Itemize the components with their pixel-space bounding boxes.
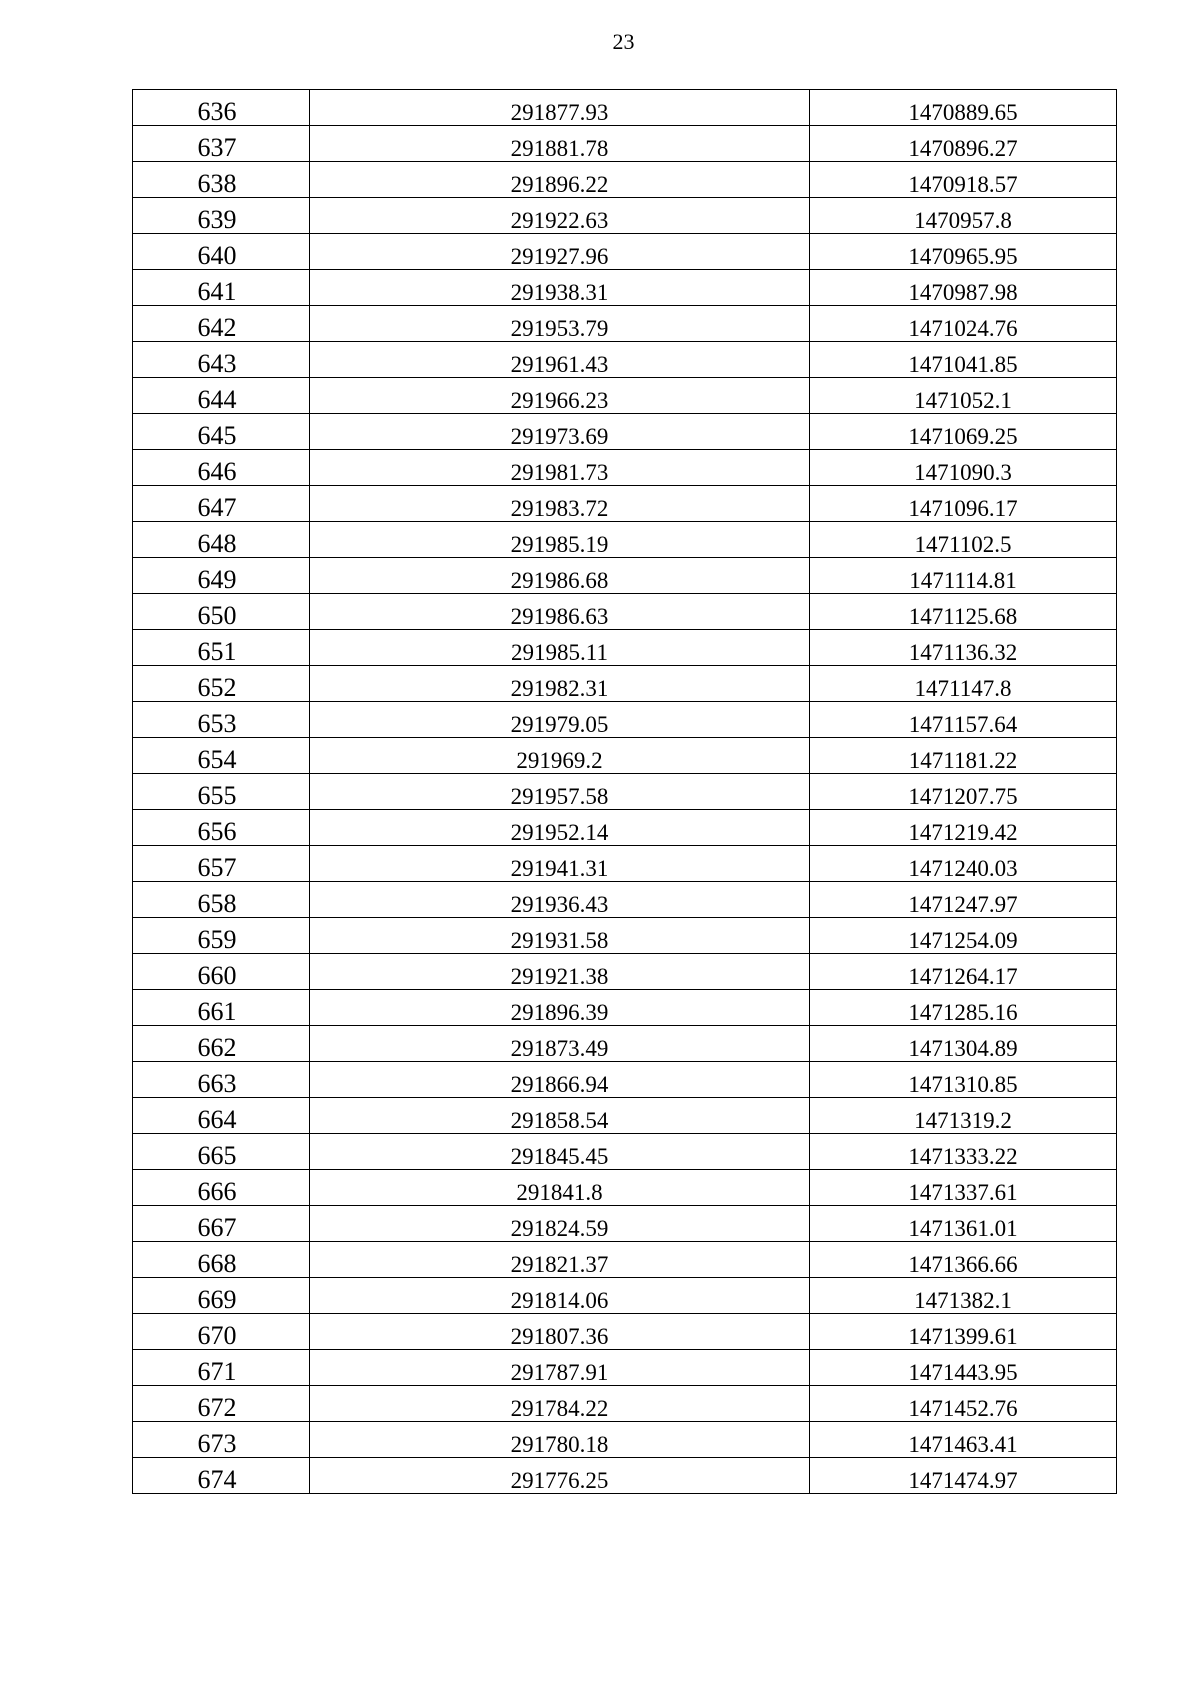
x-coordinate-cell: 291979.05 <box>310 702 810 738</box>
table-row <box>133 666 1117 702</box>
point-number-cell <box>133 630 310 666</box>
table-row <box>133 630 1117 666</box>
point-number-cell <box>133 1242 310 1278</box>
x-coordinate-cell: 291881.78 <box>310 126 810 162</box>
point-number-cell <box>133 198 310 234</box>
point-number: 654 <box>197 745 237 774</box>
point-number-cell <box>133 1350 310 1386</box>
table-row <box>133 846 1117 882</box>
x-coordinate-cell: 291922.63 <box>310 198 810 234</box>
x-coordinate-cell: 291936.43 <box>310 882 810 918</box>
point-number-cell <box>133 306 310 342</box>
x-coordinate-cell: 291784.22 <box>310 1386 810 1422</box>
table-row <box>133 90 1117 126</box>
x-coordinate-cell: 291807.36 <box>310 1314 810 1350</box>
table-row <box>133 1278 1117 1314</box>
y-coordinate-cell: 1471102.5 <box>810 522 1117 558</box>
x-coordinate-cell: 291985.11 <box>310 630 810 666</box>
point-number: 637 <box>197 133 237 162</box>
point-number: 643 <box>197 349 237 378</box>
point-number: 647 <box>197 493 237 522</box>
table-row <box>133 522 1117 558</box>
table-row <box>133 378 1117 414</box>
y-coordinate-cell: 1471443.95 <box>810 1350 1117 1386</box>
x-coordinate-cell: 291780.18 <box>310 1422 810 1458</box>
table-row <box>133 306 1117 342</box>
table-row <box>133 1242 1117 1278</box>
point-number-cell <box>133 954 310 990</box>
point-number: 667 <box>197 1213 237 1242</box>
point-number: 657 <box>197 853 237 882</box>
y-coordinate-cell: 1471090.3 <box>810 450 1117 486</box>
y-coordinate-cell: 1471463.41 <box>810 1422 1117 1458</box>
point-number-cell <box>133 126 310 162</box>
table-row <box>133 810 1117 846</box>
x-coordinate-cell: 291986.68 <box>310 558 810 594</box>
y-coordinate-cell: 1471219.42 <box>810 810 1117 846</box>
x-coordinate-cell: 291952.14 <box>310 810 810 846</box>
y-coordinate-cell: 1471254.09 <box>810 918 1117 954</box>
point-number: 639 <box>197 205 237 234</box>
x-coordinate-cell: 291986.63 <box>310 594 810 630</box>
point-number-cell <box>133 342 310 378</box>
y-coordinate-cell: 1471333.22 <box>810 1134 1117 1170</box>
x-coordinate-cell: 291941.31 <box>310 846 810 882</box>
x-coordinate-cell: 291845.45 <box>310 1134 810 1170</box>
table-row <box>133 126 1117 162</box>
table-row <box>133 1062 1117 1098</box>
point-number-cell <box>133 90 310 126</box>
point-number: 645 <box>197 421 237 450</box>
point-number: 651 <box>197 637 237 666</box>
x-coordinate-cell: 291921.38 <box>310 954 810 990</box>
point-number-cell <box>133 1134 310 1170</box>
y-coordinate-cell: 1471147.8 <box>810 666 1117 702</box>
point-number: 648 <box>197 529 237 558</box>
y-coordinate-cell: 1471096.17 <box>810 486 1117 522</box>
point-number-cell <box>133 162 310 198</box>
point-number: 653 <box>197 709 237 738</box>
point-number-cell <box>133 738 310 774</box>
point-number: 672 <box>197 1393 237 1422</box>
point-number-cell <box>133 1170 310 1206</box>
point-number-cell <box>133 1062 310 1098</box>
y-coordinate-cell: 1471207.75 <box>810 774 1117 810</box>
x-coordinate-cell: 291896.39 <box>310 990 810 1026</box>
point-number: 638 <box>197 169 237 198</box>
point-number: 644 <box>197 385 237 414</box>
x-coordinate-cell: 291873.49 <box>310 1026 810 1062</box>
point-number: 646 <box>197 457 237 486</box>
x-coordinate-cell: 291841.8 <box>310 1170 810 1206</box>
point-number: 664 <box>197 1105 237 1134</box>
table-row <box>133 1098 1117 1134</box>
y-coordinate-cell: 1471366.66 <box>810 1242 1117 1278</box>
point-number-cell <box>133 414 310 450</box>
point-number: 668 <box>197 1249 237 1278</box>
x-coordinate-cell: 291931.58 <box>310 918 810 954</box>
y-coordinate-cell: 1470987.98 <box>810 270 1117 306</box>
y-coordinate-cell: 1471024.76 <box>810 306 1117 342</box>
table-row <box>133 882 1117 918</box>
x-coordinate-cell: 291957.58 <box>310 774 810 810</box>
y-coordinate-cell: 1471319.2 <box>810 1098 1117 1134</box>
point-number-cell <box>133 918 310 954</box>
table-row <box>133 342 1117 378</box>
x-coordinate-cell: 291973.69 <box>310 414 810 450</box>
x-coordinate-cell: 291982.31 <box>310 666 810 702</box>
point-number-cell <box>133 450 310 486</box>
point-number-cell <box>133 1098 310 1134</box>
point-number: 636 <box>197 97 237 126</box>
point-number: 655 <box>197 781 237 810</box>
y-coordinate-cell: 1471181.22 <box>810 738 1117 774</box>
y-coordinate-cell: 1471337.61 <box>810 1170 1117 1206</box>
y-coordinate-cell: 1471361.01 <box>810 1206 1117 1242</box>
table-row <box>133 1386 1117 1422</box>
point-number-cell <box>133 810 310 846</box>
point-number: 641 <box>197 277 237 306</box>
table-row <box>133 414 1117 450</box>
point-number-cell <box>133 1278 310 1314</box>
point-number-cell <box>133 846 310 882</box>
point-number: 665 <box>197 1141 237 1170</box>
x-coordinate-cell: 291961.43 <box>310 342 810 378</box>
y-coordinate-cell: 1471399.61 <box>810 1314 1117 1350</box>
x-coordinate-cell: 291969.2 <box>310 738 810 774</box>
y-coordinate-cell: 1471052.1 <box>810 378 1117 414</box>
point-number-cell <box>133 1314 310 1350</box>
y-coordinate-cell: 1471310.85 <box>810 1062 1117 1098</box>
table-row <box>133 1026 1117 1062</box>
x-coordinate-cell: 291966.23 <box>310 378 810 414</box>
y-coordinate-cell: 1471041.85 <box>810 342 1117 378</box>
point-number-cell <box>133 1026 310 1062</box>
point-number: 662 <box>197 1033 237 1062</box>
point-number-cell <box>133 990 310 1026</box>
table-row <box>133 1314 1117 1350</box>
table-row <box>133 1134 1117 1170</box>
point-number: 650 <box>197 601 237 630</box>
point-number-cell <box>133 702 310 738</box>
point-number-cell <box>133 1458 310 1494</box>
table-row <box>133 594 1117 630</box>
point-number-cell <box>133 774 310 810</box>
x-coordinate-cell: 291877.93 <box>310 90 810 126</box>
table-row <box>133 954 1117 990</box>
table-row <box>133 198 1117 234</box>
x-coordinate-cell: 291953.79 <box>310 306 810 342</box>
table-row <box>133 990 1117 1026</box>
point-number: 660 <box>197 961 237 990</box>
point-number-cell <box>133 594 310 630</box>
x-coordinate-cell: 291985.19 <box>310 522 810 558</box>
x-coordinate-cell: 291787.91 <box>310 1350 810 1386</box>
y-coordinate-cell: 1470957.8 <box>810 198 1117 234</box>
y-coordinate-cell: 1471382.1 <box>810 1278 1117 1314</box>
point-number: 673 <box>197 1429 237 1458</box>
y-coordinate-cell: 1471136.32 <box>810 630 1117 666</box>
point-number-cell <box>133 522 310 558</box>
table-row <box>133 1170 1117 1206</box>
x-coordinate-cell: 291824.59 <box>310 1206 810 1242</box>
y-coordinate-cell: 1471125.68 <box>810 594 1117 630</box>
y-coordinate-cell: 1471452.76 <box>810 1386 1117 1422</box>
x-coordinate-cell: 291814.06 <box>310 1278 810 1314</box>
point-number: 671 <box>197 1357 237 1386</box>
y-coordinate-cell: 1471069.25 <box>810 414 1117 450</box>
point-number-cell <box>133 378 310 414</box>
point-number-cell <box>133 486 310 522</box>
table-row <box>133 1422 1117 1458</box>
coordinates-table <box>132 89 1117 1494</box>
point-number: 663 <box>197 1069 237 1098</box>
point-number: 642 <box>197 313 237 342</box>
table-row <box>133 918 1117 954</box>
point-number: 674 <box>197 1465 237 1494</box>
table-row <box>133 234 1117 270</box>
point-number: 669 <box>197 1285 237 1314</box>
y-coordinate-cell: 1471114.81 <box>810 558 1117 594</box>
point-number-cell <box>133 1206 310 1242</box>
x-coordinate-cell: 291981.73 <box>310 450 810 486</box>
table-row <box>133 774 1117 810</box>
y-coordinate-cell: 1471264.17 <box>810 954 1117 990</box>
point-number: 656 <box>197 817 237 846</box>
y-coordinate-cell: 1471304.89 <box>810 1026 1117 1062</box>
table-row <box>133 486 1117 522</box>
x-coordinate-cell: 291858.54 <box>310 1098 810 1134</box>
page-number: 23 <box>612 29 635 54</box>
point-number: 661 <box>197 997 237 1026</box>
y-coordinate-cell: 1471157.64 <box>810 702 1117 738</box>
coordinates-table-body <box>133 90 1117 1494</box>
point-number-cell <box>133 558 310 594</box>
y-coordinate-cell: 1471474.97 <box>810 1458 1117 1494</box>
point-number: 658 <box>197 889 237 918</box>
y-coordinate-cell: 1470918.57 <box>810 162 1117 198</box>
y-coordinate-cell: 1470889.65 <box>810 90 1117 126</box>
table-row <box>133 702 1117 738</box>
point-number: 652 <box>197 673 237 702</box>
point-number-cell <box>133 666 310 702</box>
y-coordinate-cell: 1470896.27 <box>810 126 1117 162</box>
table-row <box>133 1350 1117 1386</box>
x-coordinate-cell: 291821.37 <box>310 1242 810 1278</box>
table-row <box>133 1458 1117 1494</box>
point-number: 670 <box>197 1321 237 1350</box>
x-coordinate-cell: 291938.31 <box>310 270 810 306</box>
point-number: 666 <box>197 1177 237 1206</box>
point-number-cell <box>133 1386 310 1422</box>
table-row <box>133 1206 1117 1242</box>
y-coordinate-cell: 1471240.03 <box>810 846 1117 882</box>
x-coordinate-cell: 291927.96 <box>310 234 810 270</box>
table-row <box>133 558 1117 594</box>
point-number: 649 <box>197 565 237 594</box>
x-coordinate-cell: 291983.72 <box>310 486 810 522</box>
point-number-cell <box>133 270 310 306</box>
x-coordinate-cell: 291896.22 <box>310 162 810 198</box>
point-number: 640 <box>197 241 237 270</box>
point-number-cell <box>133 234 310 270</box>
point-number: 659 <box>197 925 237 954</box>
x-coordinate-cell: 291866.94 <box>310 1062 810 1098</box>
table-row <box>133 450 1117 486</box>
point-number-cell <box>133 1422 310 1458</box>
y-coordinate-cell: 1471247.97 <box>810 882 1117 918</box>
point-number-cell <box>133 882 310 918</box>
x-coordinate-cell: 291776.25 <box>310 1458 810 1494</box>
table-row <box>133 738 1117 774</box>
y-coordinate-cell: 1470965.95 <box>810 234 1117 270</box>
y-coordinate-cell: 1471285.16 <box>810 990 1117 1026</box>
table-row <box>133 270 1117 306</box>
table-row <box>133 162 1117 198</box>
